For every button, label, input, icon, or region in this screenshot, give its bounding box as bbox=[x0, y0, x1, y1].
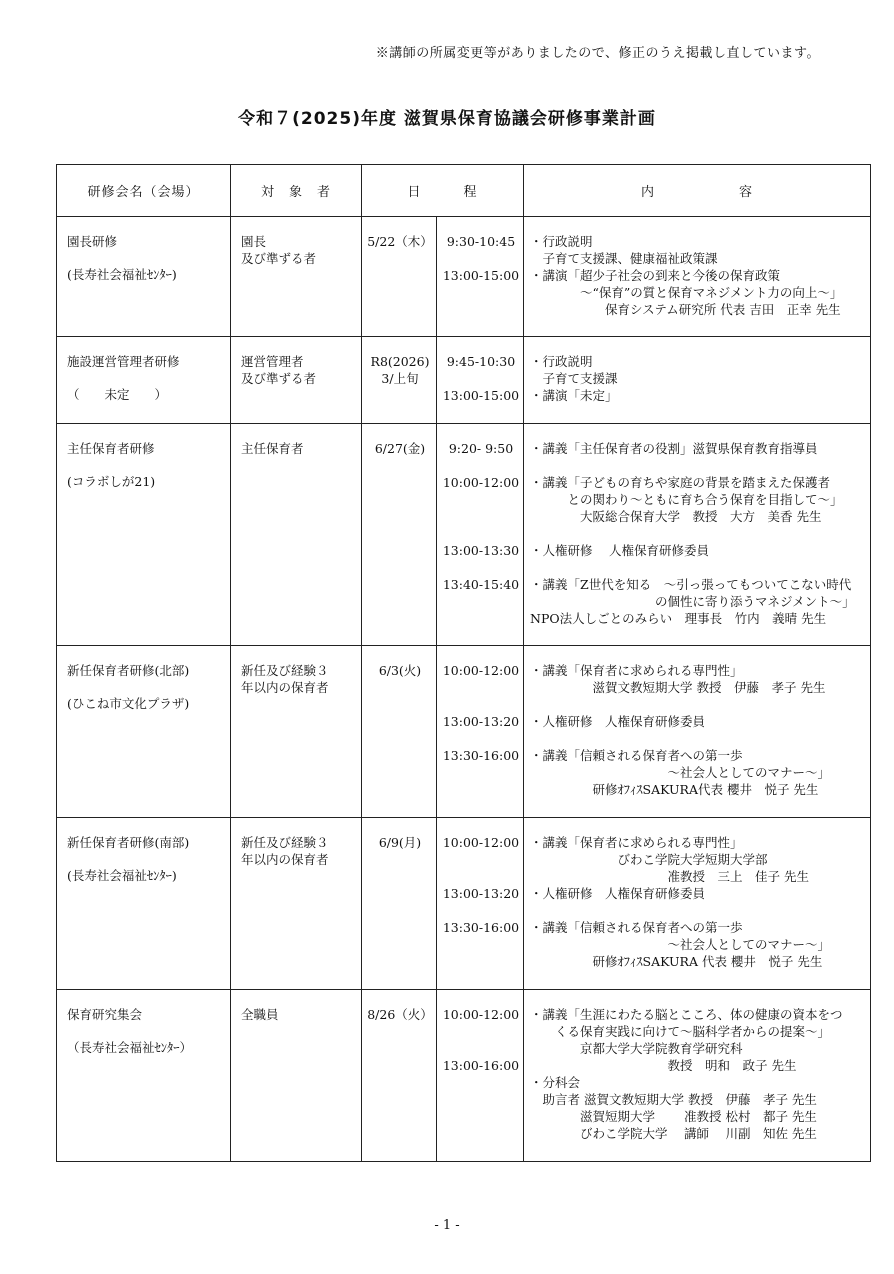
target-line: 主任保育者 bbox=[241, 441, 304, 456]
page-number: - 1 - bbox=[434, 1218, 460, 1233]
cell-content bbox=[524, 646, 871, 818]
content-line: ・講演「未定」 bbox=[530, 388, 618, 403]
time-line bbox=[441, 902, 521, 919]
cell-date bbox=[362, 424, 437, 646]
time-line bbox=[441, 250, 521, 267]
content-line: びわこ学院大学 講師 川副 知佐 先生 bbox=[530, 1126, 817, 1141]
cell-content bbox=[524, 337, 871, 424]
time-line bbox=[441, 508, 521, 525]
content-line bbox=[530, 559, 864, 576]
content-line bbox=[530, 696, 864, 713]
content-line: ・講義「主任保育者の役割」滋賀県保育教育指導員 bbox=[530, 441, 818, 456]
date-line: 3/上旬 bbox=[381, 371, 419, 386]
content-line bbox=[530, 457, 864, 474]
content-line: ・分科会 bbox=[530, 1075, 581, 1090]
cell-date bbox=[362, 337, 437, 424]
target-line: 年以内の保育者 bbox=[241, 852, 329, 867]
training-name: 新任保育者研修(北部) bbox=[67, 663, 190, 678]
content-line: ・行政説明 bbox=[530, 234, 593, 249]
date-line: 8/26（火） bbox=[367, 1007, 433, 1022]
target-line: 年以内の保育者 bbox=[241, 680, 329, 695]
table-row bbox=[57, 217, 871, 337]
content-line: 助言者 滋賀文教短期大学 教授 伊藤 孝子 先生 bbox=[530, 1092, 817, 1107]
content-line: ・講義「子どもの育ちや家庭の背景を踏まえた保護者 bbox=[530, 475, 831, 490]
table-row bbox=[57, 646, 871, 818]
content-line: ～社会人としてのマナー～」 bbox=[530, 765, 831, 780]
revision-note: ※講師の所属変更等がありましたので、修正のうえ掲載し直しています。 bbox=[375, 46, 820, 61]
target-line: 新任及び経験３ bbox=[241, 835, 329, 850]
cell-date bbox=[362, 646, 437, 818]
time-line: 13:30-16:00 bbox=[442, 748, 520, 763]
time-line bbox=[441, 1023, 521, 1040]
time-line: 13:00-15:00 bbox=[442, 388, 520, 403]
time-line: 10:00-12:00 bbox=[442, 663, 520, 678]
time-line bbox=[441, 868, 521, 885]
training-venue: （長寿社会福祉ｾﾝﾀｰ） bbox=[67, 1040, 193, 1055]
training-venue: (コラボしが21) bbox=[67, 474, 156, 489]
cell-name bbox=[57, 337, 231, 424]
time-line: 13:40-15:40 bbox=[442, 577, 520, 592]
time-line: 10:00-12:00 bbox=[442, 475, 520, 490]
content-line: びわこ学院大学短期大学部 bbox=[530, 852, 768, 867]
time-line: 10:00-12:00 bbox=[442, 1007, 520, 1022]
content-line: 京都大学大学院教育学研究科 bbox=[530, 1041, 743, 1056]
cell-target bbox=[231, 424, 362, 646]
content-line: との関わり～ともに育ち合う保育を目指して～」 bbox=[530, 492, 843, 507]
content-line: 大阪総合保育大学 教授 大方 美香 先生 bbox=[530, 509, 822, 524]
time-line: 13:00-13:20 bbox=[442, 714, 520, 729]
cell-time bbox=[437, 424, 524, 646]
cell-name bbox=[57, 217, 231, 337]
cell-content bbox=[524, 217, 871, 337]
target-line: 及び準ずる者 bbox=[241, 251, 317, 266]
time-line bbox=[441, 457, 521, 474]
training-name: 園長研修 bbox=[67, 234, 118, 249]
cell-time bbox=[437, 217, 524, 337]
target-line: 運営管理者 bbox=[241, 354, 304, 369]
content-line: 研修ｵﾌｨｽSAKURA 代表 櫻井 悦子 先生 bbox=[530, 954, 823, 969]
content-line: ・人権研修 人権保育研修委員 bbox=[530, 543, 709, 558]
time-line bbox=[441, 1040, 521, 1057]
date-line: 6/27(金) bbox=[374, 441, 426, 456]
content-line: の個性に寄り添うマネジメント～」 bbox=[530, 594, 855, 609]
target-line: 及び準ずる者 bbox=[241, 371, 317, 386]
cell-time bbox=[437, 818, 524, 990]
content-line: ・人権研修 人権保育研修委員 bbox=[530, 886, 706, 901]
cell-name bbox=[57, 818, 231, 990]
content-line: ・講義「信頼される保育者への第一歩 bbox=[530, 920, 743, 935]
header-content: 内 容 bbox=[524, 165, 871, 217]
cell-content bbox=[524, 990, 871, 1162]
time-line: 10:00-12:00 bbox=[442, 835, 520, 850]
time-line: 13:00-16:00 bbox=[442, 1058, 520, 1073]
cell-name bbox=[57, 646, 231, 818]
date-line: R8(2026) bbox=[370, 354, 430, 369]
content-line: ～社会人としてのマナー～」 bbox=[530, 937, 831, 952]
training-name: 保育研究集会 bbox=[67, 1007, 143, 1022]
content-line: ・講義「保育者に求められる専門性」 bbox=[530, 663, 743, 678]
cell-time bbox=[437, 990, 524, 1162]
time-line: 9:30-10:45 bbox=[446, 234, 516, 249]
date-line: 6/9(月) bbox=[378, 835, 422, 850]
cell-content bbox=[524, 818, 871, 990]
cell-date bbox=[362, 990, 437, 1162]
table-header-row bbox=[57, 165, 871, 217]
training-venue: (長寿社会福祉ｾﾝﾀｰ) bbox=[67, 267, 177, 282]
cell-date bbox=[362, 818, 437, 990]
content-line: 滋賀文教短期大学 教授 伊藤 孝子 先生 bbox=[530, 680, 826, 695]
time-line bbox=[441, 525, 521, 542]
cell-content bbox=[524, 424, 871, 646]
content-line: ・行政説明 bbox=[530, 354, 593, 369]
time-line bbox=[441, 851, 521, 868]
cell-date bbox=[362, 217, 437, 337]
content-line: 准教授 三上 佳子 先生 bbox=[530, 869, 809, 884]
training-venue: (長寿社会福祉ｾﾝﾀｰ) bbox=[67, 868, 177, 883]
time-line: 13:00-15:00 bbox=[442, 268, 520, 283]
cell-target bbox=[231, 818, 362, 990]
training-venue: （ 未定 ） bbox=[67, 387, 168, 402]
time-line: 9:45-10:30 bbox=[446, 354, 516, 369]
cell-time bbox=[437, 646, 524, 818]
header-target: 対 象 者 bbox=[231, 165, 362, 217]
date-line: 5/22（木） bbox=[367, 234, 433, 249]
content-line: 教授 明和 政子 先生 bbox=[530, 1058, 797, 1073]
schedule-table bbox=[56, 164, 871, 1162]
time-line bbox=[441, 730, 521, 747]
date-line: 6/3(火) bbox=[378, 663, 422, 678]
time-line: 13:30-16:00 bbox=[442, 920, 520, 935]
table-row bbox=[57, 337, 871, 424]
cell-target bbox=[231, 990, 362, 1162]
target-line: 園長 bbox=[241, 234, 267, 249]
content-line: 研修ｵﾌｨｽSAKURA代表 櫻井 悦子 先生 bbox=[530, 782, 819, 797]
content-line: くる保育実践に向けて～脳科学者からの提案～」 bbox=[530, 1024, 831, 1039]
content-line: ・講演「超少子社会の到来と今後の保育政策 bbox=[530, 268, 781, 283]
table-row bbox=[57, 424, 871, 646]
cell-target bbox=[231, 217, 362, 337]
content-line bbox=[530, 902, 864, 919]
header-date: 日 程 bbox=[362, 165, 524, 217]
time-line bbox=[441, 696, 521, 713]
content-line: ・講義「生涯にわたる脳とこころ、体の健康の資本をつ bbox=[530, 1007, 843, 1022]
cell-target bbox=[231, 646, 362, 818]
table-row bbox=[57, 818, 871, 990]
content-line: 子育て支援課、健康福祉政策課 bbox=[530, 251, 718, 266]
cell-name bbox=[57, 990, 231, 1162]
content-line: NPO法人しごとのみらい 理事長 竹内 義晴 先生 bbox=[530, 611, 827, 626]
cell-time bbox=[437, 337, 524, 424]
content-line bbox=[530, 730, 864, 747]
table-row bbox=[57, 990, 871, 1162]
page-title: 令和７(2025)年度 滋賀県保育協議会研修事業計画 bbox=[238, 109, 656, 129]
content-line: ・講義「保育者に求められる専門性」 bbox=[530, 835, 743, 850]
content-line: ～“保育”の質と保育マネジメント力の向上～」 bbox=[530, 285, 843, 300]
content-line: ・講義「信頼される保育者への第一歩 bbox=[530, 748, 743, 763]
content-line: 子育て支援課 bbox=[530, 371, 618, 386]
training-name: 主任保育者研修 bbox=[67, 441, 155, 456]
cell-target bbox=[231, 337, 362, 424]
target-line: 新任及び経験３ bbox=[241, 663, 329, 678]
cell-name bbox=[57, 424, 231, 646]
time-line bbox=[441, 370, 521, 387]
content-line: ・人権研修 人権保育研修委員 bbox=[530, 714, 706, 729]
time-line: 9:20- 9:50 bbox=[448, 441, 514, 456]
content-line: 滋賀短期大学 准教授 松村 都子 先生 bbox=[530, 1109, 817, 1124]
content-line bbox=[530, 525, 864, 542]
training-venue: (ひこね市文化プラザ) bbox=[67, 696, 190, 711]
content-line: 保育システム研究所 代表 吉田 正幸 先生 bbox=[530, 302, 841, 317]
time-line bbox=[441, 491, 521, 508]
training-name: 施設運営管理者研修 bbox=[67, 354, 180, 369]
target-line: 全職員 bbox=[241, 1007, 279, 1022]
training-name: 新任保育者研修(南部) bbox=[67, 835, 190, 850]
time-line bbox=[441, 679, 521, 696]
time-line bbox=[441, 559, 521, 576]
time-line: 13:00-13:20 bbox=[442, 886, 520, 901]
header-name: 研修会名（会場） bbox=[57, 165, 231, 217]
content-line: ・講義「Z世代を知る ～引っ張ってもついてこない時代 bbox=[530, 577, 852, 592]
time-line: 13:00-13:30 bbox=[442, 543, 520, 558]
